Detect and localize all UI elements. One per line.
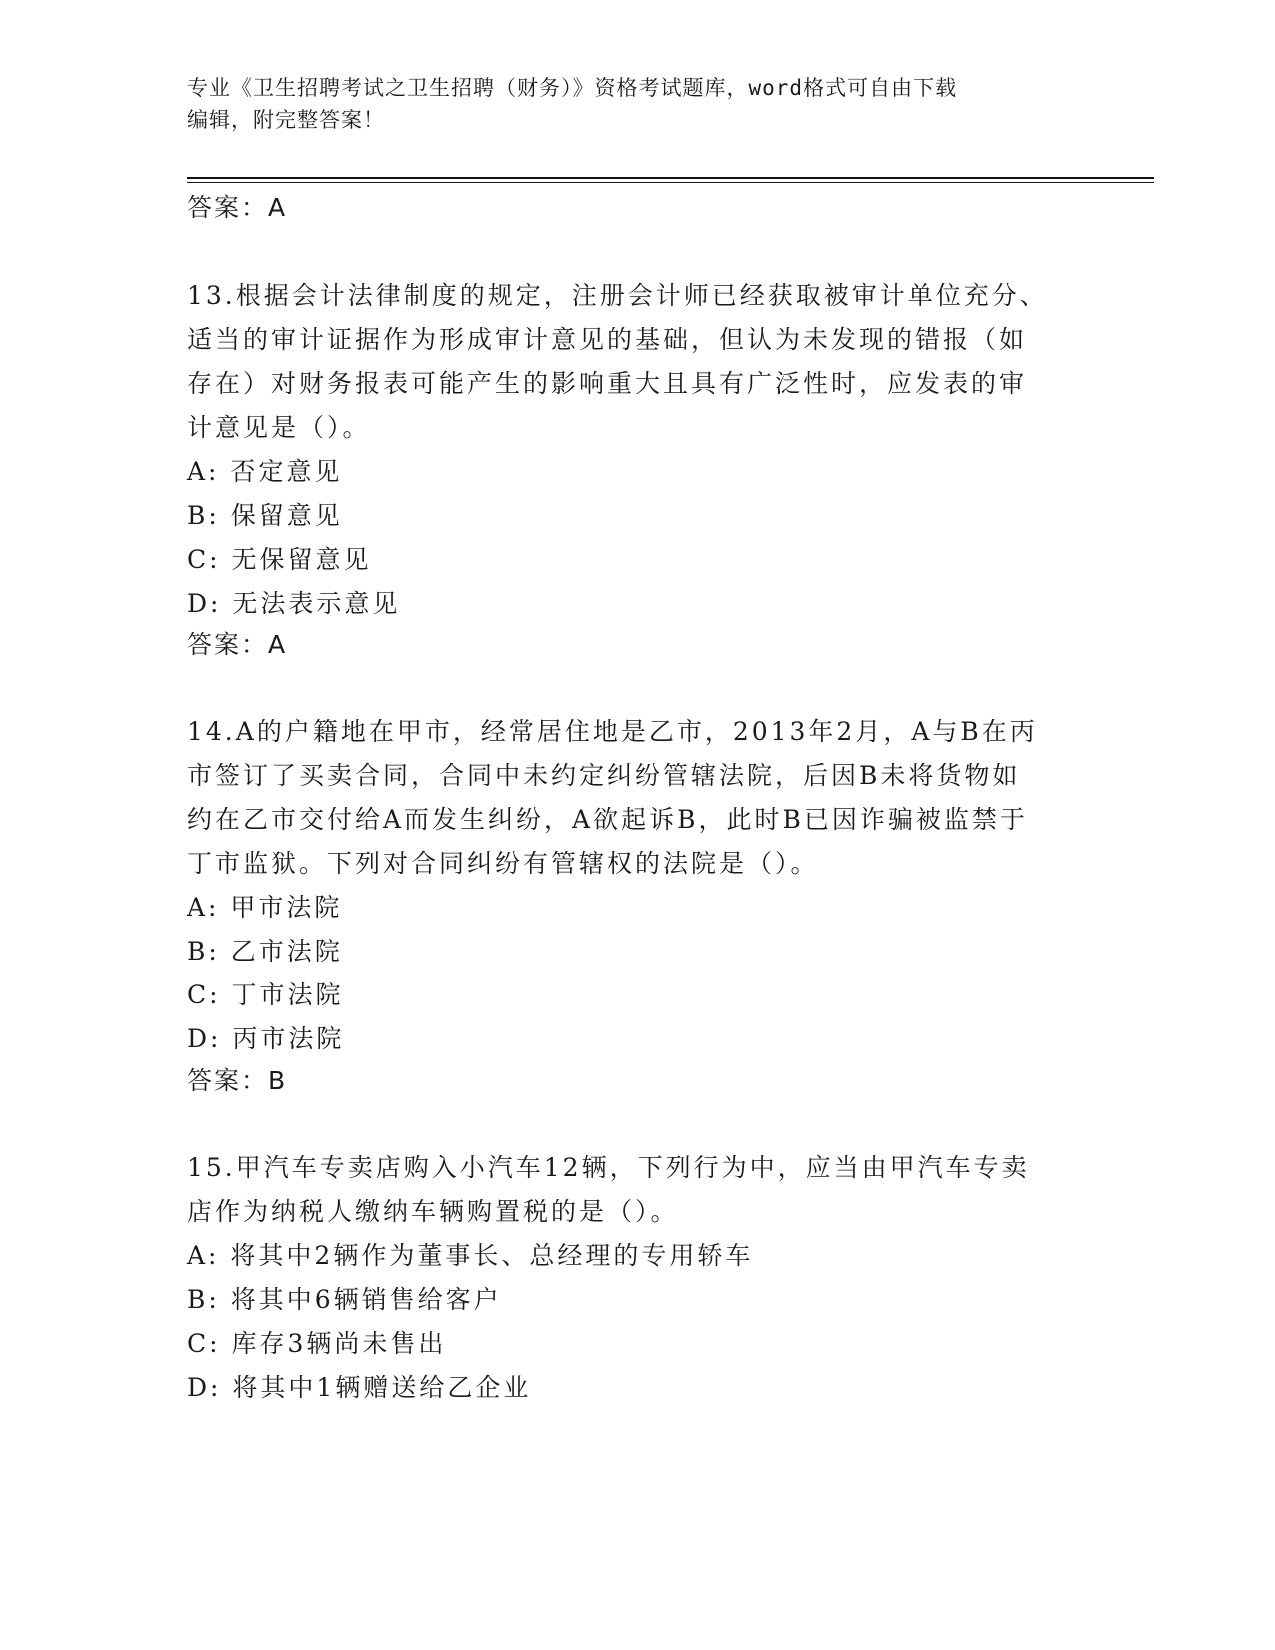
header-line-1: 专业《卫生招聘考试之卫生招聘（财务）》资格考试题库，word格式可自由下载 bbox=[187, 76, 958, 100]
question-14-option-c: C: 丁市法院 bbox=[187, 980, 344, 1009]
question-13-option-b: B: 保留意见 bbox=[187, 501, 343, 530]
question-13-option-a: A: 否定意见 bbox=[187, 457, 343, 486]
header-line-2: 编辑，附完整答案！ bbox=[187, 108, 385, 132]
question-15-option-a: A: 将其中2辆作为董事长、总经理的专用轿车 bbox=[187, 1241, 754, 1270]
answer-13: 答案：A bbox=[187, 630, 288, 659]
question-13-stem-line-3: 存在）对财务报表可能产生的影响重大且具有广泛性时，应发表的审 bbox=[187, 369, 1028, 398]
question-15-option-d: D: 将其中1辆赠送给乙企业 bbox=[187, 1373, 532, 1402]
question-15-stem-line-2: 店作为纳税人缴纳车辆购置税的是（）。 bbox=[187, 1197, 679, 1226]
question-14-option-d: D: 丙市法院 bbox=[187, 1024, 345, 1053]
question-13-stem-line-4: 计意见是（）。 bbox=[187, 413, 371, 442]
question-15-stem-line-1: 15.甲汽车专卖店购入小汽车12辆，下列行为中，应当由甲汽车专卖 bbox=[187, 1153, 1030, 1182]
question-13-option-c: C: 无保留意见 bbox=[187, 545, 372, 574]
document-header bbox=[187, 72, 1087, 136]
question-15-option-b: B: 将其中6辆销售给客户 bbox=[187, 1285, 502, 1314]
question-14-stem-line-4: 丁市监狱。下列对合同纠纷有管辖权的法院是（）。 bbox=[187, 849, 819, 878]
question-13-stem-line-1: 13.根据会计法律制度的规定，注册会计师已经获取被审计单位充分、 bbox=[187, 281, 1048, 310]
answer-12: 答案：A bbox=[187, 193, 288, 222]
question-14-stem-line-1: 14.A的户籍地在甲市，经常居住地是乙市，2013年2月，A与B在丙 bbox=[187, 717, 1038, 746]
header-divider-thick bbox=[187, 177, 1154, 179]
question-14-option-b: B: 乙市法院 bbox=[187, 937, 343, 966]
answer-14: 答案：B bbox=[187, 1066, 288, 1095]
header-divider-thin bbox=[187, 182, 1154, 183]
question-15-option-c: C: 库存3辆尚未售出 bbox=[187, 1329, 447, 1358]
question-14-option-a: A: 甲市法院 bbox=[187, 893, 343, 922]
question-14-stem-line-2: 市签订了买卖合同，合同中未约定纠纷管辖法院，后因B未将货物如 bbox=[187, 761, 1021, 790]
question-14-stem-line-3: 约在乙市交付给A而发生纠纷，A欲起诉B，此时B已因诈骗被监禁于 bbox=[187, 805, 1028, 834]
question-13-option-d: D: 无法表示意见 bbox=[187, 589, 401, 618]
question-13-stem-line-2: 适当的审计证据作为形成审计意见的基础，但认为未发现的错报（如 bbox=[187, 325, 1028, 354]
